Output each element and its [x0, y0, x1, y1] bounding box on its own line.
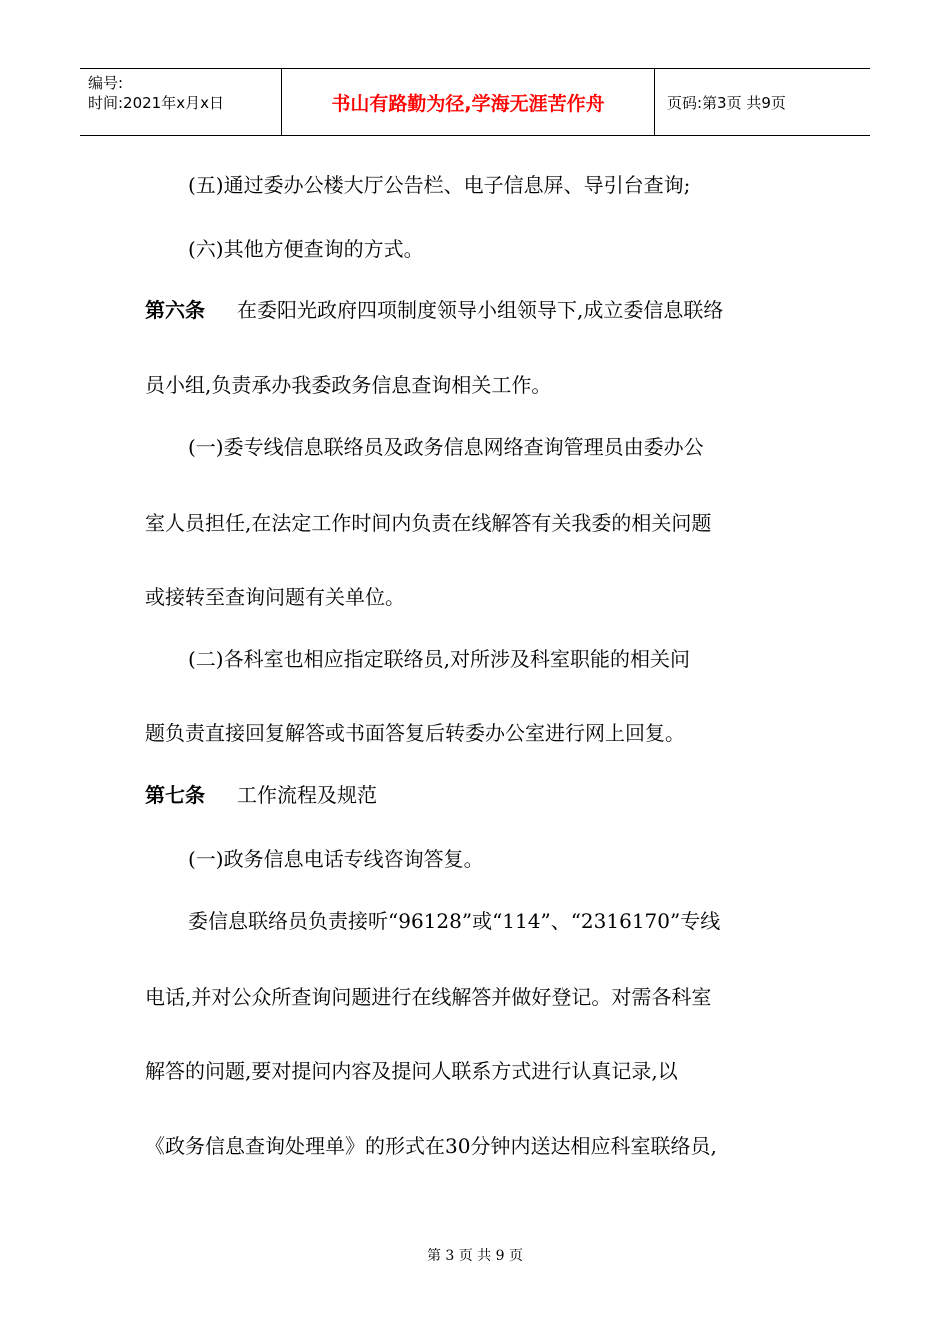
paragraph-line: 委信息联络员负责接听“96128”或“114”、“2316170”专线 — [188, 909, 721, 933]
header-page-label: 页码:第3页 共9页 — [667, 93, 786, 112]
paragraph-line: 《政务信息查询处理单》的形式在30分钟内送达相应科室联络员, — [145, 1134, 717, 1158]
header-left — [80, 69, 281, 135]
article-seven-line — [145, 782, 377, 808]
article-six-line — [145, 297, 723, 323]
paragraph-line: (五)通过委办公楼大厅公告栏、电子信息屏、导引台查询; — [188, 173, 691, 197]
paragraph-line: 电话,并对公众所查询问题进行在线解答并做好登记。对需各科室 — [145, 985, 712, 1009]
article-seven-text: 工作流程及规范 — [237, 783, 377, 807]
paragraph-line: 室人员担任,在法定工作时间内负责在线解答有关我委的相关问题 — [145, 511, 712, 535]
page-footer: 第 3 页 共 9 页 — [426, 1248, 524, 1264]
article-six-title: 第六条 — [145, 298, 205, 322]
number-label: 编号: — [88, 74, 124, 92]
paragraph-line: (六)其他方便查询的方式。 — [188, 237, 424, 261]
article-seven-title: 第七条 — [145, 783, 205, 807]
paragraph-line: 或接转至查询问题有关单位。 — [145, 585, 405, 609]
time-label: 时间:2021年x月x日 — [88, 94, 224, 112]
paragraph-line: 解答的问题,要对提问内容及提问人联系方式进行认真记录,以 — [145, 1059, 678, 1083]
article-six-text: 在委阳光政府四项制度领导小组领导下,成立委信息联络 — [237, 298, 724, 322]
paragraph-line: (一)政务信息电话专线咨询答复。 — [188, 847, 484, 871]
paragraph-line: 员小组,负责承办我委政务信息查询相关工作。 — [145, 373, 552, 397]
paragraph-line: 题负责直接回复解答或书面答复后转委办公室进行网上回复。 — [145, 721, 685, 745]
page-header — [80, 68, 870, 136]
paragraph-line: (一)委专线信息联络员及政务信息网络查询管理员由委办公 — [188, 435, 704, 459]
paragraph-line: (二)各科室也相应指定联络员,对所涉及科室职能的相关问 — [188, 647, 690, 671]
header-slogan: 书山有路勤为径,学海无涯苦作舟 — [281, 69, 655, 135]
